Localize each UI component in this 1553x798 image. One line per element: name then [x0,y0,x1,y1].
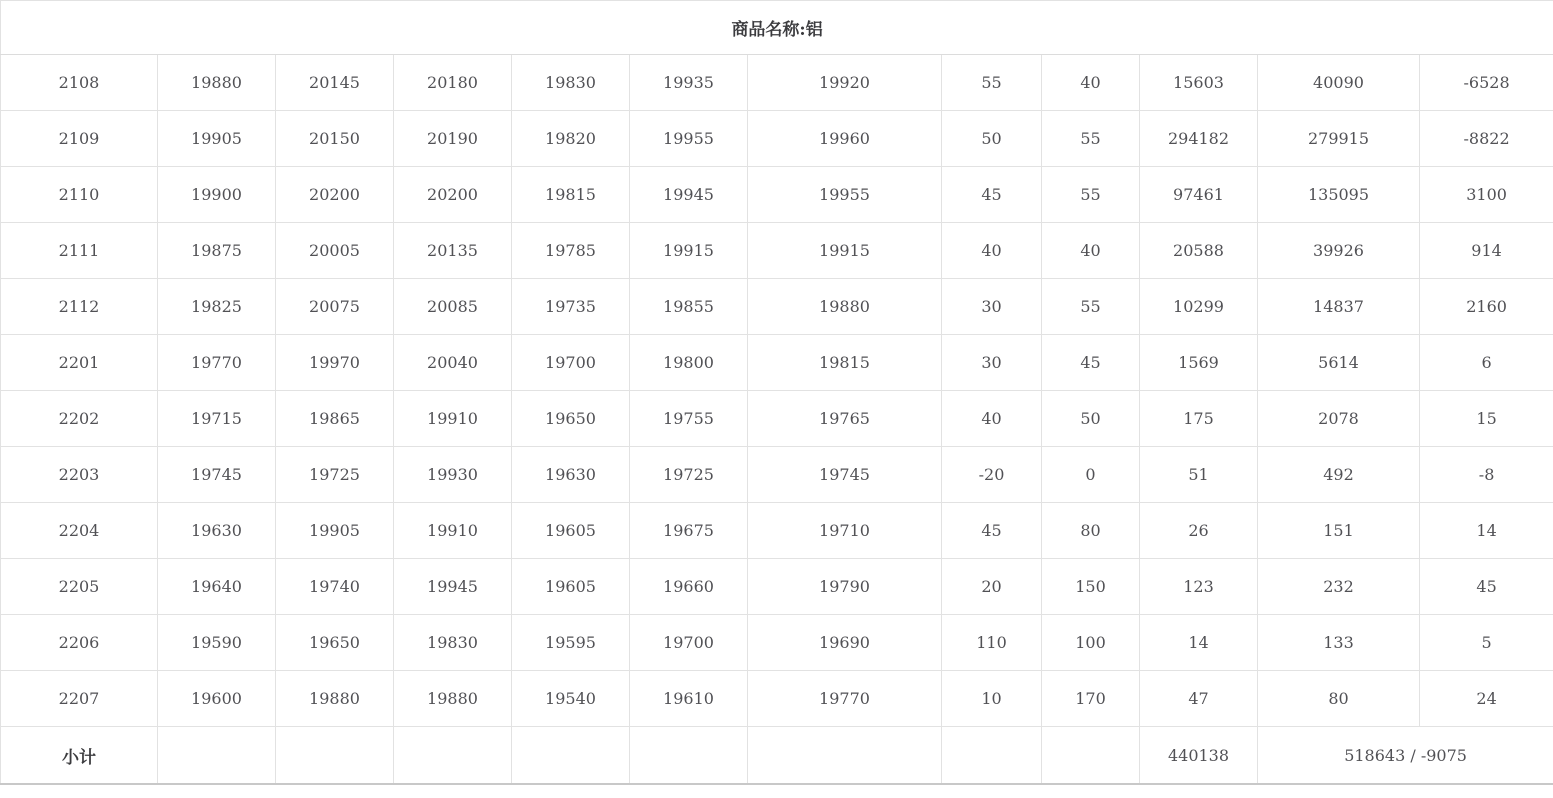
value-cell: 55 [942,55,1042,111]
value-cell: 20150 [276,111,394,167]
value-cell: 19595 [512,615,630,671]
value-cell: 19800 [630,335,748,391]
value-cell: 30 [942,335,1042,391]
value-cell: 19540 [512,671,630,727]
value-cell: 100 [1042,615,1140,671]
value-cell: 19970 [276,335,394,391]
value-cell: 45 [1420,559,1553,615]
value-cell: 19785 [512,223,630,279]
value-cell: 232 [1258,559,1420,615]
value-cell: 20200 [276,167,394,223]
value-cell: 19755 [630,391,748,447]
value-cell: 55 [1042,279,1140,335]
value-cell: 19735 [512,279,630,335]
value-cell: 24 [1420,671,1553,727]
value-cell: 19955 [630,111,748,167]
value-cell: 19955 [748,167,942,223]
value-cell: 133 [1258,615,1420,671]
value-cell: 19945 [630,167,748,223]
value-cell: 15 [1420,391,1553,447]
value-cell: 5 [1420,615,1553,671]
value-cell: 20040 [394,335,512,391]
subtotal-empty-cell [630,727,748,785]
value-cell: 19830 [512,55,630,111]
value-cell: 0 [1042,447,1140,503]
value-cell: 45 [942,167,1042,223]
subtotal-open-interest: 518643 / -9075 [1258,727,1553,785]
value-cell: 40090 [1258,55,1420,111]
table-row [1,223,1553,279]
value-cell: 19745 [158,447,276,503]
value-cell: 19745 [748,447,942,503]
value-cell: 19650 [512,391,630,447]
table-row [1,279,1553,335]
contract-cell: 2203 [1,447,158,503]
value-cell: 80 [1258,671,1420,727]
table-row [1,671,1553,727]
value-cell: 175 [1140,391,1258,447]
value-cell: 294182 [1140,111,1258,167]
value-cell: 45 [942,503,1042,559]
value-cell: 914 [1420,223,1553,279]
subtotal-empty-cell [158,727,276,785]
value-cell: 40 [942,223,1042,279]
value-cell: 10 [942,671,1042,727]
value-cell: 50 [942,111,1042,167]
value-cell: 19700 [512,335,630,391]
value-cell: 19630 [512,447,630,503]
value-cell: 5614 [1258,335,1420,391]
subtotal-label: 小计 [1,727,158,785]
value-cell: 19590 [158,615,276,671]
value-cell: 492 [1258,447,1420,503]
value-cell: 14 [1420,503,1553,559]
value-cell: 279915 [1258,111,1420,167]
value-cell: 20085 [394,279,512,335]
value-cell: 19605 [512,503,630,559]
value-cell: -8 [1420,447,1553,503]
value-cell: 55 [1042,111,1140,167]
table-row [1,391,1553,447]
table-title-row [1,1,1553,55]
value-cell: 19630 [158,503,276,559]
value-cell: 19640 [158,559,276,615]
value-cell: 19690 [748,615,942,671]
value-cell: 110 [942,615,1042,671]
value-cell: -6528 [1420,55,1553,111]
subtotal-row [1,727,1553,785]
value-cell: 19610 [630,671,748,727]
value-cell: 1569 [1140,335,1258,391]
value-cell: 19935 [630,55,748,111]
value-cell: 19710 [748,503,942,559]
contract-cell: 2109 [1,111,158,167]
value-cell: 19915 [748,223,942,279]
contract-cell: 2202 [1,391,158,447]
value-cell: 19915 [630,223,748,279]
value-cell: 19830 [394,615,512,671]
value-cell: 97461 [1140,167,1258,223]
value-cell: 6 [1420,335,1553,391]
value-cell: 55 [1042,167,1140,223]
subtotal-empty-cell [276,727,394,785]
value-cell: 170 [1042,671,1140,727]
value-cell: 19725 [276,447,394,503]
value-cell: 30 [942,279,1042,335]
value-cell: 40 [1042,55,1140,111]
value-cell: 19880 [394,671,512,727]
value-cell: 19855 [630,279,748,335]
contract-cell: 2206 [1,615,158,671]
contract-cell: 2110 [1,167,158,223]
value-cell: 19960 [748,111,942,167]
subtotal-empty-cell [1042,727,1140,785]
value-cell: 19605 [512,559,630,615]
subtotal-empty-cell [512,727,630,785]
value-cell: 19675 [630,503,748,559]
value-cell: 19815 [748,335,942,391]
value-cell: 20145 [276,55,394,111]
subtotal-total-volume: 440138 [1140,727,1258,785]
value-cell: -20 [942,447,1042,503]
table-row [1,447,1553,503]
table-row [1,111,1553,167]
value-cell: 20180 [394,55,512,111]
contract-cell: 2201 [1,335,158,391]
value-cell: 39926 [1258,223,1420,279]
value-cell: 2078 [1258,391,1420,447]
value-cell: 14837 [1258,279,1420,335]
value-cell: 20 [942,559,1042,615]
value-cell: 19825 [158,279,276,335]
value-cell: 19700 [630,615,748,671]
subtotal-empty-cell [748,727,942,785]
value-cell: -8822 [1420,111,1553,167]
value-cell: 47 [1140,671,1258,727]
value-cell: 19770 [748,671,942,727]
value-cell: 19930 [394,447,512,503]
value-cell: 51 [1140,447,1258,503]
value-cell: 19790 [748,559,942,615]
value-cell: 19740 [276,559,394,615]
value-cell: 19945 [394,559,512,615]
contract-cell: 2108 [1,55,158,111]
contract-cell: 2207 [1,671,158,727]
value-cell: 19600 [158,671,276,727]
table-row [1,335,1553,391]
value-cell: 19725 [630,447,748,503]
value-cell: 3100 [1420,167,1553,223]
value-cell: 10299 [1140,279,1258,335]
value-cell: 150 [1042,559,1140,615]
table-row [1,559,1553,615]
commodity-title: 商品名称:铝 [1,1,1553,55]
table-row [1,503,1553,559]
value-cell: 15603 [1140,55,1258,111]
value-cell: 19770 [158,335,276,391]
value-cell: 123 [1140,559,1258,615]
table-row [1,167,1553,223]
contract-cell: 2112 [1,279,158,335]
value-cell: 19715 [158,391,276,447]
value-cell: 80 [1042,503,1140,559]
value-cell: 19905 [276,503,394,559]
value-cell: 19880 [158,55,276,111]
contract-cell: 2111 [1,223,158,279]
value-cell: 19880 [748,279,942,335]
value-cell: 135095 [1258,167,1420,223]
table-body [1,55,1553,727]
value-cell: 20005 [276,223,394,279]
value-cell: 19820 [512,111,630,167]
contract-cell: 2204 [1,503,158,559]
value-cell: 19765 [748,391,942,447]
value-cell: 19905 [158,111,276,167]
value-cell: 20135 [394,223,512,279]
subtotal-empty-cell [942,727,1042,785]
value-cell: 20190 [394,111,512,167]
value-cell: 50 [1042,391,1140,447]
value-cell: 19875 [158,223,276,279]
value-cell: 40 [942,391,1042,447]
table-row [1,615,1553,671]
value-cell: 2160 [1420,279,1553,335]
value-cell: 19660 [630,559,748,615]
value-cell: 20075 [276,279,394,335]
value-cell: 40 [1042,223,1140,279]
contract-cell: 2205 [1,559,158,615]
value-cell: 45 [1042,335,1140,391]
table-row [1,55,1553,111]
value-cell: 26 [1140,503,1258,559]
value-cell: 20200 [394,167,512,223]
value-cell: 19920 [748,55,942,111]
value-cell: 19910 [394,391,512,447]
value-cell: 20588 [1140,223,1258,279]
value-cell: 19865 [276,391,394,447]
value-cell: 19880 [276,671,394,727]
subtotal-empty-cell [394,727,512,785]
value-cell: 19815 [512,167,630,223]
value-cell: 19910 [394,503,512,559]
value-cell: 19650 [276,615,394,671]
value-cell: 151 [1258,503,1420,559]
value-cell: 19900 [158,167,276,223]
value-cell: 14 [1140,615,1258,671]
